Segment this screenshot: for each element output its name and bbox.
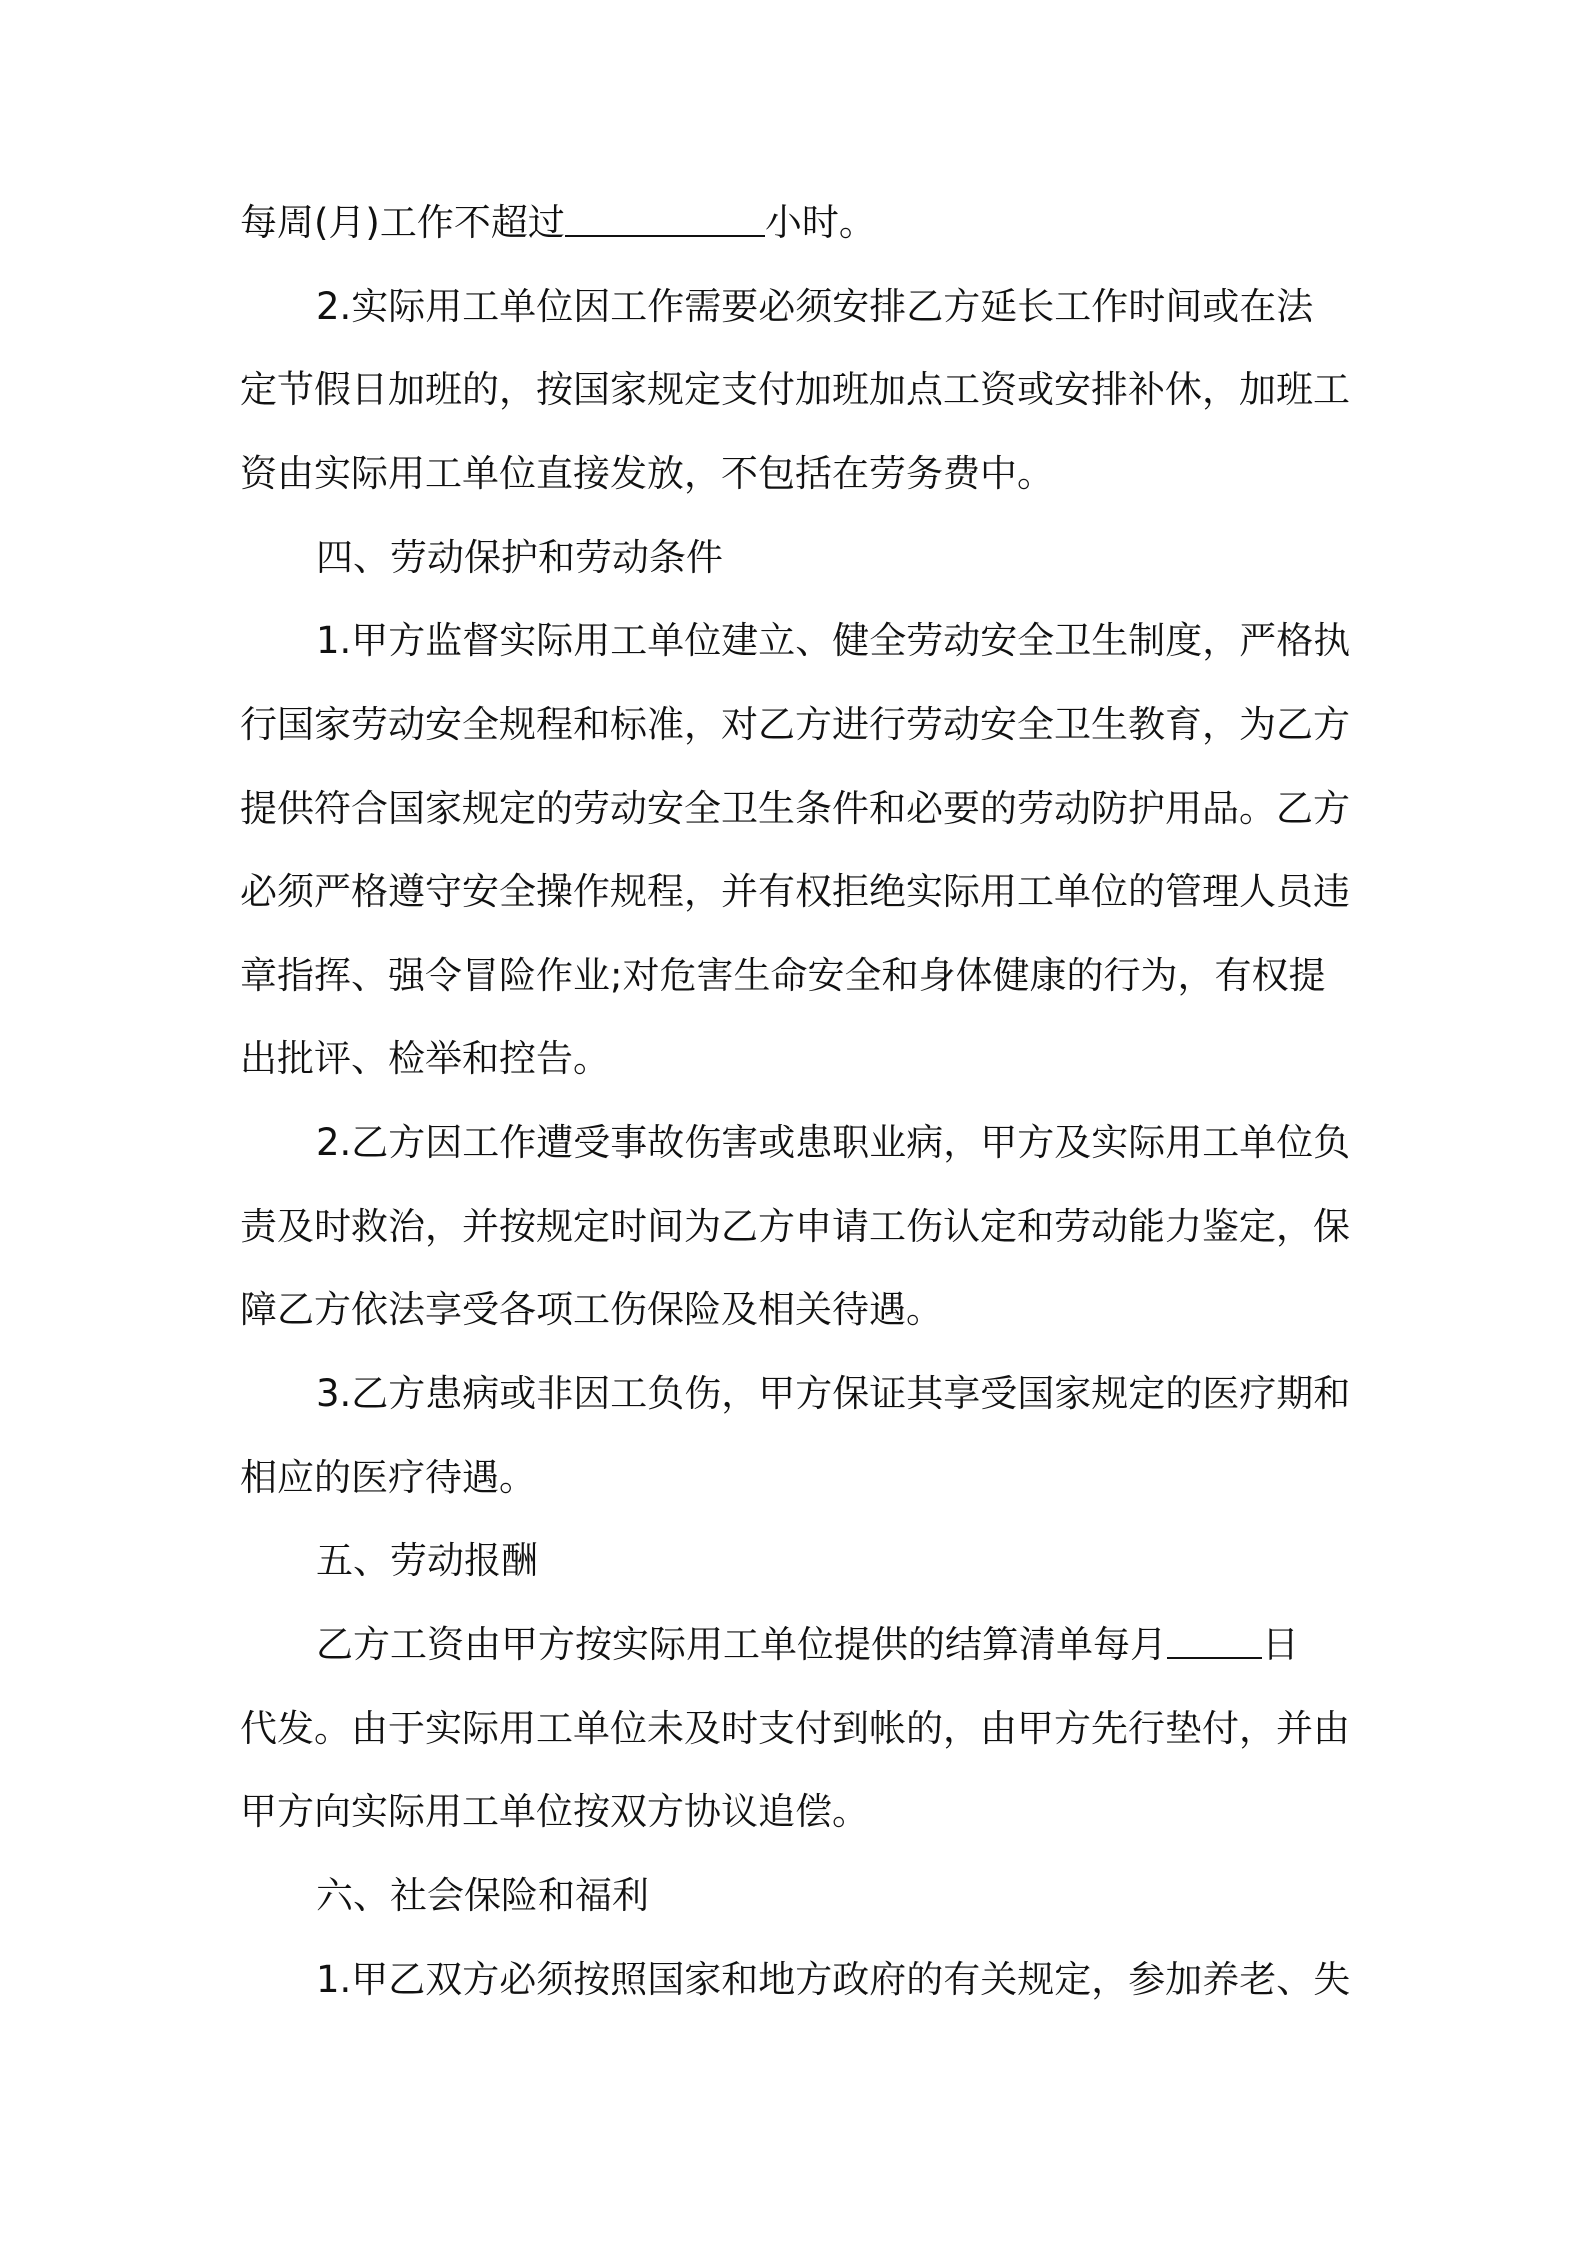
paragraph-line: 相应的医疗待遇。	[240, 1456, 536, 1499]
pay-day-blank	[1167, 1623, 1262, 1659]
section-heading: 四、劳动保护和劳动条件	[316, 536, 723, 579]
work-hours-text: 每周(月)工作不超过	[240, 201, 565, 244]
paragraph-line: 2.乙方因工作遭受事故伤害或患职业病，甲方及实际用工单位负	[316, 1121, 1351, 1164]
paragraph-line: 定节假日加班的，按国家规定支付加班加点工资或安排补休，加班工	[240, 368, 1350, 411]
paragraph-line: 2.实际用工单位因工作需要必须安排乙方延长工作时间或在法	[316, 285, 1314, 328]
paragraph-line: 1.甲方监督实际用工单位建立、健全劳动安全卫生制度，严格执	[316, 619, 1351, 662]
work-hours-line	[240, 198, 876, 248]
paragraph-line: 责及时救治，并按规定时间为乙方申请工伤认定和劳动能力鉴定，保	[240, 1205, 1350, 1248]
pay-date-text: 乙方工资由甲方按实际用工单位提供的结算清单每月	[316, 1623, 1167, 1666]
paragraph-line: 资由实际用工单位直接发放，不包括在劳务费中。	[240, 452, 1054, 495]
pay-date-line	[316, 1620, 1299, 1670]
work-hours-unit: 小时。	[764, 201, 876, 244]
paragraph-line: 甲方向实际用工单位按双方协议追偿。	[240, 1790, 869, 1833]
paragraph-line: 1.甲乙双方必须按照国家和地方政府的有关规定，参加养老、失	[316, 1958, 1351, 2001]
paragraph-line: 提供符合国家规定的劳动安全卫生条件和必要的劳动防护用品。乙方	[240, 787, 1350, 830]
paragraph-line: 行国家劳动安全规程和标准，对乙方进行劳动安全卫生教育，为乙方	[240, 703, 1350, 746]
pay-date-unit: 日	[1262, 1623, 1299, 1666]
paragraph-line: 障乙方依法享受各项工伤保险及相关待遇。	[240, 1288, 943, 1331]
paragraph-line: 代发。由于实际用工单位未及时支付到帐的，由甲方先行垫付，并由	[240, 1707, 1350, 1750]
paragraph-line: 出批评、检举和控告。	[240, 1037, 610, 1080]
section-heading: 六、社会保险和福利	[316, 1874, 649, 1917]
section-heading: 五、劳动报酬	[316, 1539, 538, 1582]
paragraph-line: 3.乙方患病或非因工负伤，甲方保证其享受国家规定的医疗期和	[316, 1372, 1351, 1415]
hours-blank	[565, 201, 765, 237]
paragraph-line: 必须严格遵守安全操作规程，并有权拒绝实际用工单位的管理人员违	[240, 870, 1350, 913]
paragraph-line: 章指挥、强令冒险作业;对危害生命安全和身体健康的行为，有权提	[240, 954, 1326, 997]
